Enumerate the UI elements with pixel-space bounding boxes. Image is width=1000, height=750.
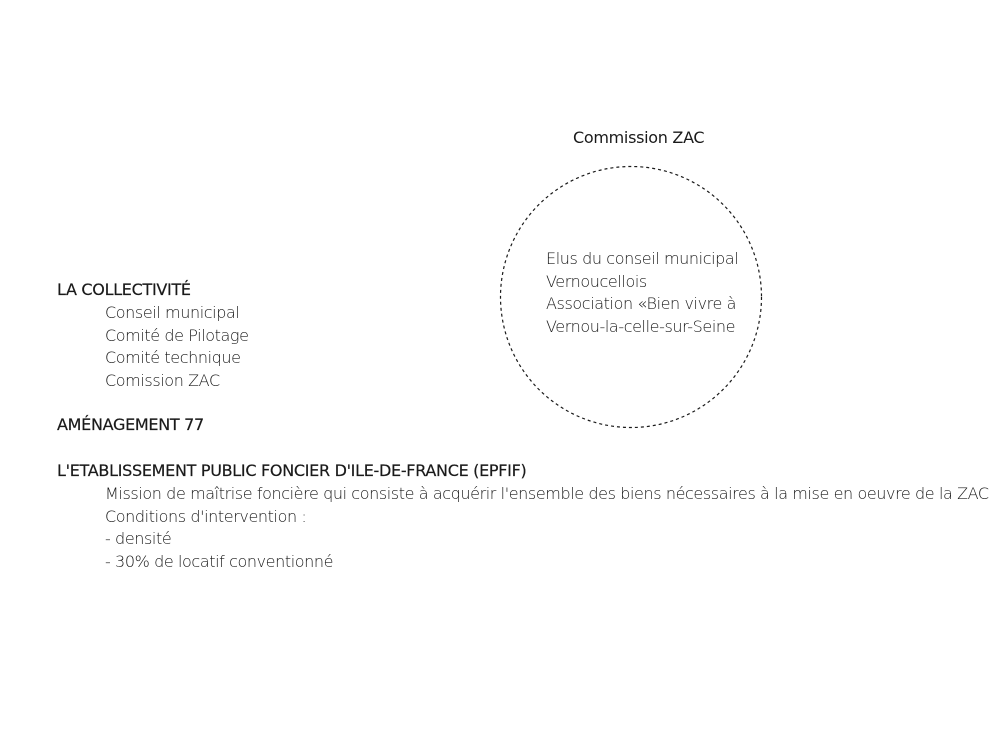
commission-member-association-name: Vernou-la-celle-sur-Seine — [546, 316, 736, 336]
collectivite-item-comite-technique: Comité technique — [105, 348, 241, 367]
collectivite-heading: LA COLLECTIVITÉ — [57, 280, 191, 299]
collectivite-item-comission-zac: Comission ZAC — [105, 370, 220, 390]
collectivite-list — [105, 302, 249, 392]
epfif-item-conditions: Conditions d'intervention : — [105, 506, 307, 526]
epfif-item-locatif: - 30% de locatif conventionné — [105, 551, 334, 571]
epfif-item-mission: Mission de maîtrise foncière qui consiste à acquérir l'ensemble des biens nécessaires à la mise en oeuvre de la ZAC — [105, 484, 989, 503]
commission-member-association: Association «Bien vivre à — [546, 294, 737, 313]
amenagement-heading: AMÉNAGEMENT 77 — [57, 415, 204, 434]
commission-member-elus: Elus du conseil municipal — [546, 249, 739, 268]
collectivite-item-conseil-municipal: Conseil municipal — [105, 303, 240, 322]
epfif-heading: L'ETABLISSEMENT PUBLIC FONCIER D'ILE-DE-FRANCE (EPFIF) — [57, 461, 527, 480]
commission-member-vernoucellois: Vernoucellois — [546, 271, 647, 291]
epfif-list — [105, 483, 989, 573]
commission-members-list — [546, 248, 738, 338]
epfif-item-densite: - densité — [105, 529, 172, 548]
collectivite-item-comite-pilotage: Comité de Pilotage — [105, 325, 249, 345]
commission-title: Commission ZAC — [573, 128, 705, 147]
